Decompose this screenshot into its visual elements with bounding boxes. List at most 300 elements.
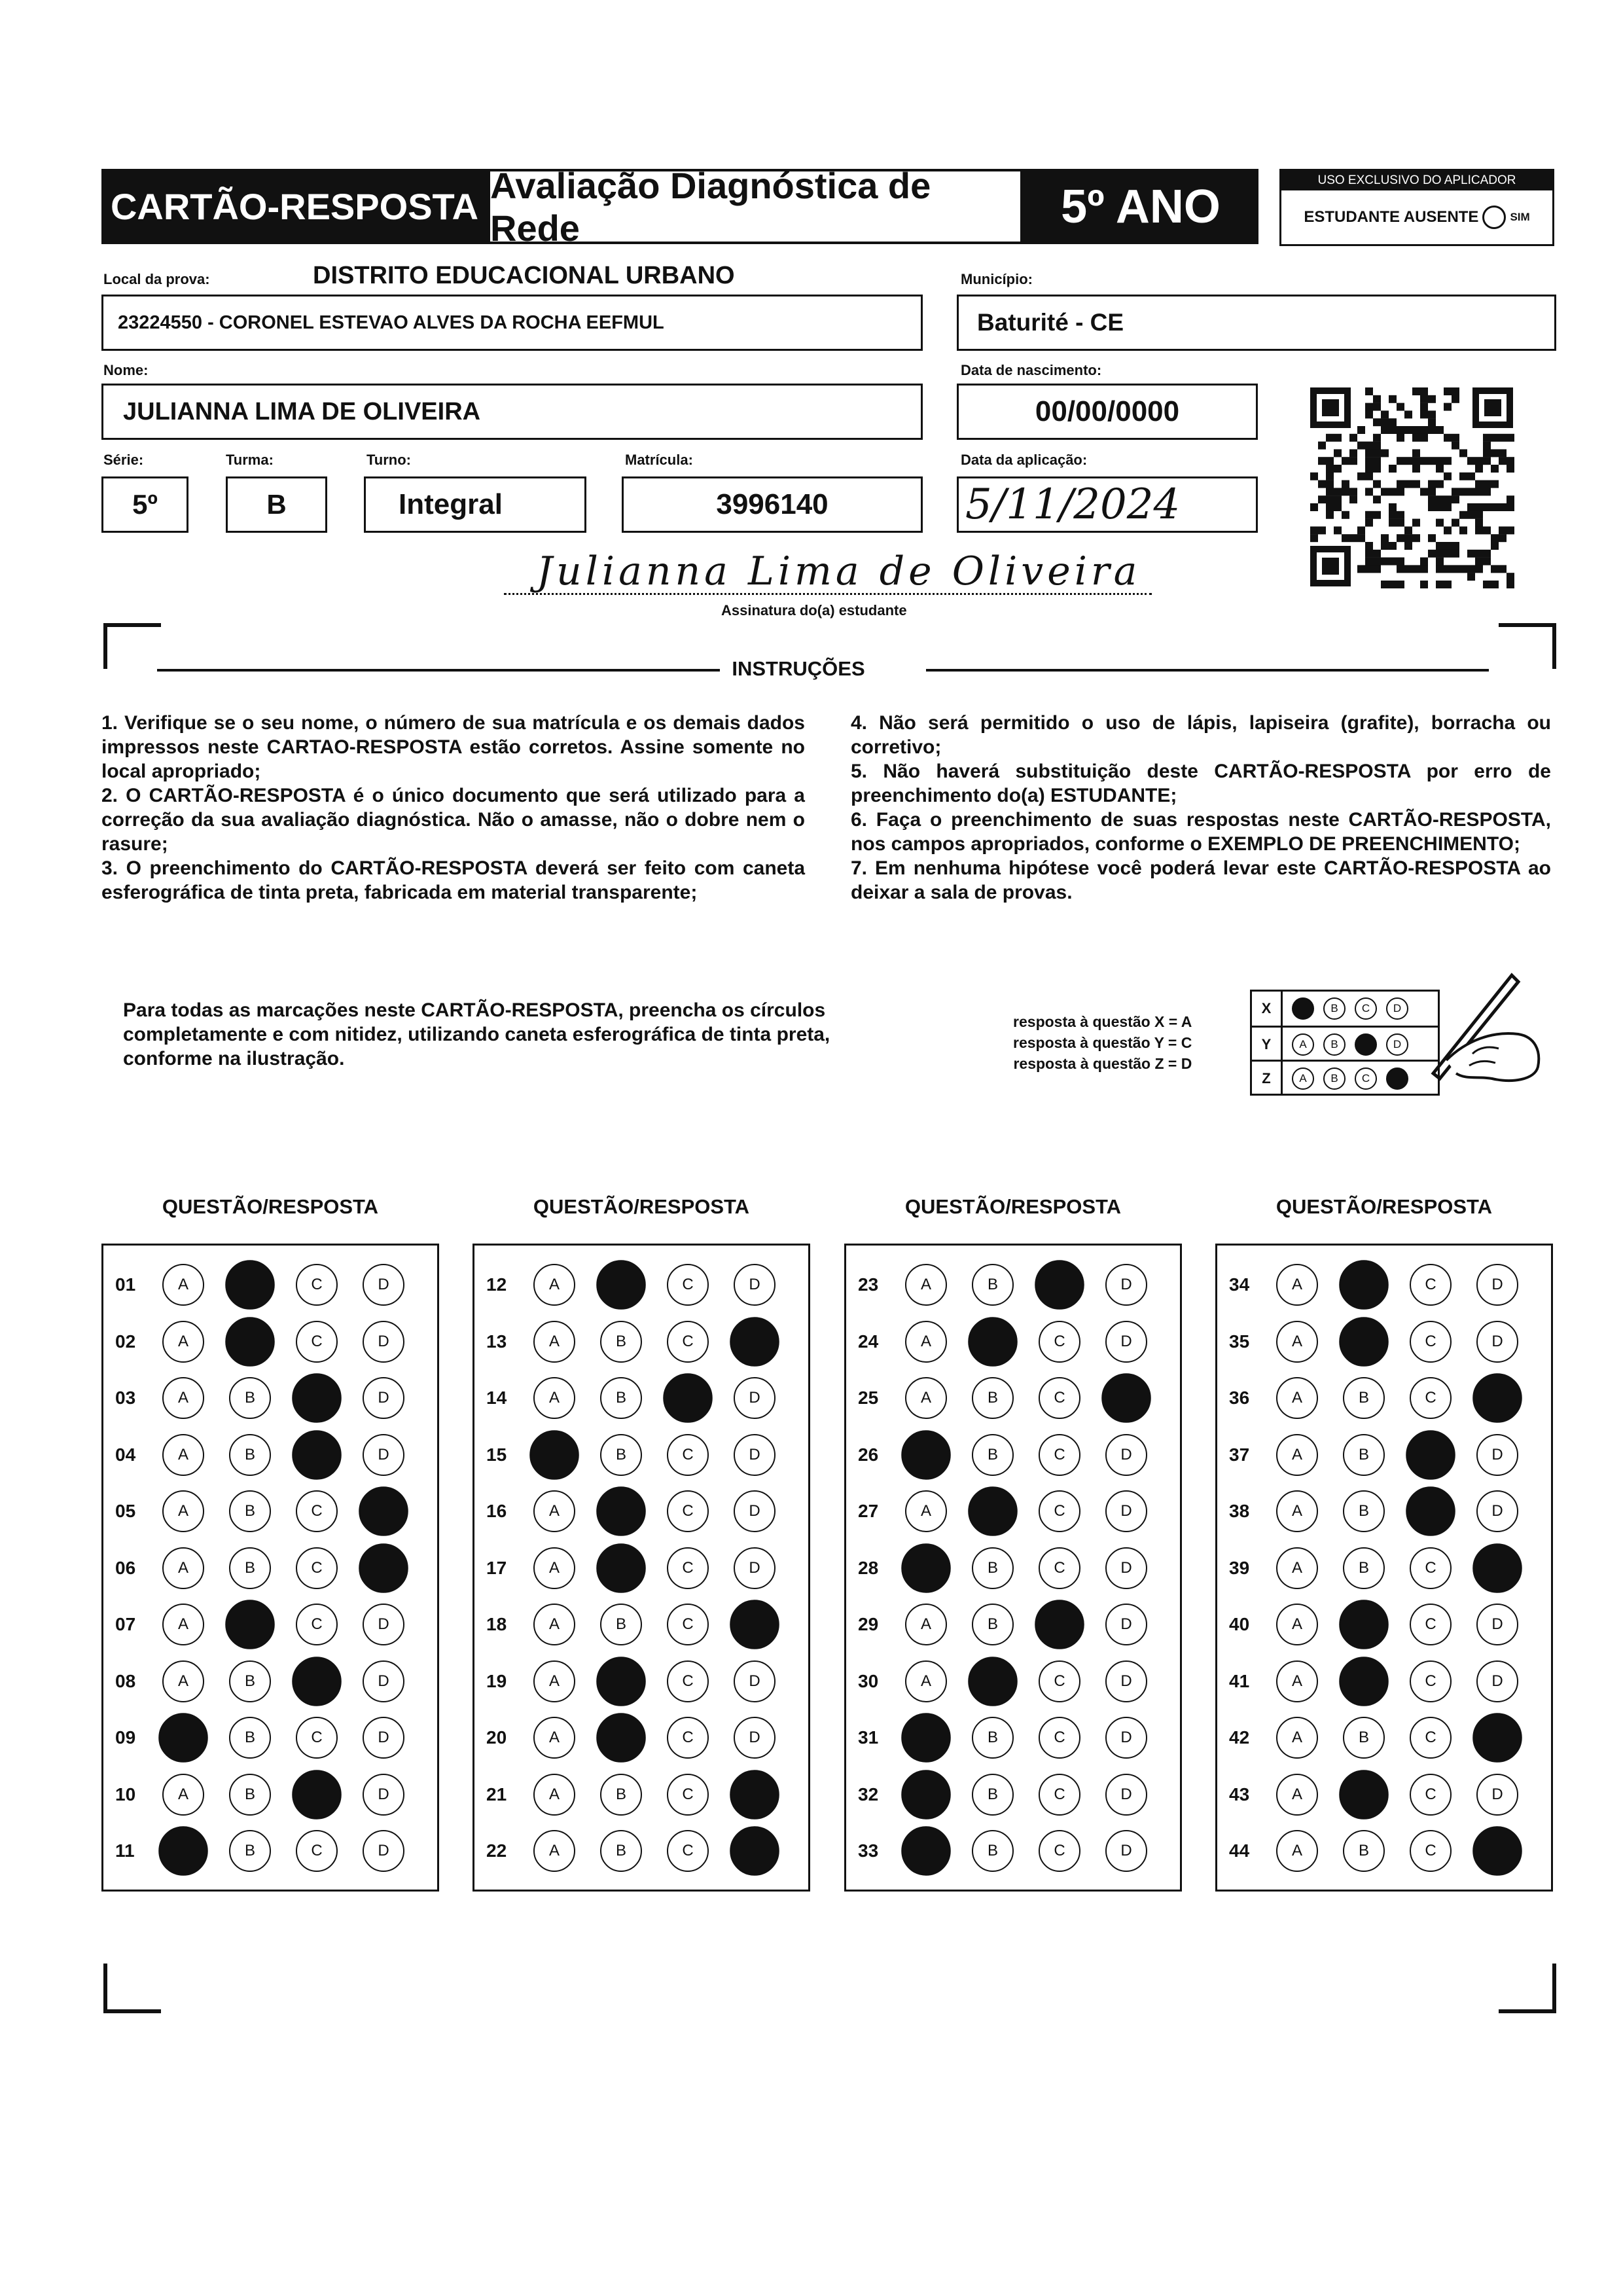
absent-checkbox[interactable] — [1482, 206, 1506, 229]
answer-bubble-d[interactable]: D — [734, 1434, 776, 1476]
answer-bubble-d[interactable]: D — [1105, 1321, 1147, 1363]
example-bubble-c — [1355, 1033, 1377, 1056]
example-row-label: Z — [1252, 1062, 1283, 1096]
answer-bubble-a[interactable]: A — [533, 1717, 575, 1759]
question-row — [1217, 1378, 1551, 1418]
example-legend-z: resposta à questão Z = D — [1013, 1055, 1192, 1072]
question-number: 15 — [486, 1444, 507, 1465]
answer-bubble-b[interactable]: B — [972, 1434, 1014, 1476]
question-number: 13 — [486, 1331, 507, 1352]
question-number: 21 — [486, 1784, 507, 1804]
answer-bubble-b[interactable]: B — [1343, 1434, 1385, 1476]
question-number: 08 — [115, 1670, 136, 1691]
question-number: 40 — [1229, 1614, 1250, 1634]
question-number: 33 — [858, 1840, 879, 1861]
answer-bubble-c[interactable]: C — [1039, 1774, 1080, 1816]
answer-bubble-a[interactable]: A — [533, 1264, 575, 1306]
answers-panel-4 — [1215, 1244, 1553, 1892]
answer-bubble-c[interactable] — [663, 1373, 713, 1423]
question-row — [474, 1662, 808, 1701]
example-legend-x: resposta à questão X = A — [1013, 1013, 1192, 1030]
answer-bubble-b[interactable]: B — [1343, 1717, 1385, 1759]
answer-bubble-d[interactable] — [1472, 1826, 1522, 1876]
answer-bubble-a[interactable]: A — [162, 1604, 204, 1645]
question-row — [103, 1492, 437, 1531]
answer-bubble-c[interactable]: C — [1410, 1264, 1452, 1306]
answer-bubble-c[interactable] — [292, 1373, 342, 1423]
answer-bubble-b[interactable]: B — [229, 1490, 271, 1532]
question-number: 25 — [858, 1388, 879, 1408]
question-row — [1217, 1775, 1551, 1814]
answer-bubble-a[interactable] — [158, 1713, 208, 1763]
municipio-label: Município: — [961, 271, 1033, 287]
school-field — [101, 295, 923, 351]
answer-bubble-a[interactable]: A — [533, 1774, 575, 1816]
question-number: 37 — [1229, 1444, 1250, 1465]
answer-bubble-a[interactable]: A — [533, 1547, 575, 1589]
answer-bubble-d[interactable]: D — [1476, 1321, 1518, 1363]
question-row — [1217, 1492, 1551, 1531]
example-bubble-c: C — [1355, 1067, 1377, 1090]
answer-bubble-c[interactable]: C — [296, 1717, 338, 1759]
answer-bubble-a[interactable]: A — [905, 1321, 947, 1363]
answer-bubble-a[interactable]: A — [1276, 1434, 1318, 1476]
answer-bubble-c[interactable]: C — [296, 1490, 338, 1532]
answer-bubble-d[interactable] — [359, 1543, 408, 1593]
answer-bubble-a[interactable]: A — [162, 1264, 204, 1306]
answer-bubble-d[interactable]: D — [734, 1490, 776, 1532]
answer-bubble-a[interactable]: A — [1276, 1660, 1318, 1702]
question-row — [846, 1605, 1180, 1644]
question-row — [474, 1265, 808, 1304]
answer-bubble-b[interactable]: B — [972, 1264, 1014, 1306]
answer-bubble-b[interactable] — [1339, 1317, 1389, 1367]
answer-bubble-d[interactable] — [1472, 1713, 1522, 1763]
answer-bubble-d[interactable]: D — [363, 1660, 404, 1702]
answer-bubble-d[interactable]: D — [1476, 1490, 1518, 1532]
example-bubble-d: D — [1386, 1033, 1408, 1056]
pen-hand-icon — [1407, 969, 1544, 1100]
answer-bubble-b[interactable]: B — [1343, 1830, 1385, 1872]
instructions-rule-left — [157, 669, 720, 672]
answer-bubble-d[interactable]: D — [363, 1604, 404, 1645]
question-row — [1217, 1265, 1551, 1304]
answer-bubble-b[interactable] — [968, 1317, 1018, 1367]
answer-bubble-c[interactable]: C — [1410, 1717, 1452, 1759]
answer-bubble-b[interactable]: B — [229, 1660, 271, 1702]
answer-bubble-d[interactable] — [730, 1770, 779, 1820]
answer-bubble-d[interactable]: D — [1105, 1774, 1147, 1816]
answer-bubble-a[interactable]: A — [162, 1377, 204, 1419]
answer-bubble-c[interactable]: C — [1039, 1547, 1080, 1589]
question-number: 42 — [1229, 1727, 1250, 1748]
answer-bubble-c[interactable] — [1035, 1260, 1084, 1310]
answer-bubble-b[interactable] — [1339, 1260, 1389, 1310]
answer-bubble-b[interactable] — [1339, 1770, 1389, 1820]
answer-bubble-c[interactable]: C — [667, 1490, 709, 1532]
answer-bubble-a[interactable]: A — [1276, 1774, 1318, 1816]
question-number: 29 — [858, 1614, 879, 1634]
corner-bottom-right — [1499, 2009, 1556, 2013]
answer-bubble-c[interactable] — [292, 1430, 342, 1480]
answer-bubble-b[interactable]: B — [1343, 1490, 1385, 1532]
answer-bubble-b[interactable]: B — [972, 1717, 1014, 1759]
instructions-right — [851, 711, 1551, 905]
answer-bubble-d[interactable]: D — [363, 1434, 404, 1476]
qr-code — [1308, 385, 1516, 589]
answers-panel-title: QUESTÃO/RESPOSTA — [533, 1195, 750, 1218]
question-row — [1217, 1831, 1551, 1871]
answer-bubble-c[interactable] — [292, 1657, 342, 1706]
example-bubble-b: B — [1323, 1067, 1346, 1090]
answers-panel-3 — [844, 1244, 1182, 1892]
answer-bubble-c[interactable]: C — [1039, 1830, 1080, 1872]
answers-panel-title: QUESTÃO/RESPOSTA — [904, 1195, 1122, 1218]
answer-bubble-b[interactable] — [596, 1543, 646, 1593]
question-number: 32 — [858, 1784, 879, 1804]
question-row — [846, 1492, 1180, 1531]
instruction-6: 6. Faça o preenchimento de suas respostas neste CARTÃO-RESPOSTA, nos campos apropriados, conforme o EXEMPLO DE PREENCHIMENTO; — [851, 809, 1551, 855]
question-row — [103, 1831, 437, 1871]
answer-bubble-a[interactable]: A — [905, 1604, 947, 1645]
absent-label: ESTUDANTE AUSENTE — [1304, 208, 1479, 226]
answer-bubble-a[interactable]: A — [1276, 1547, 1318, 1589]
question-row — [103, 1435, 437, 1475]
example-text: Para todas as marcações neste CARTÃO-RESPOSTA, preencha os círculos completamente e com nitidez, utilizando caneta esferográfica de tinta preta, conforme na ilustração. — [123, 999, 830, 1069]
answer-bubble-c[interactable]: C — [1039, 1660, 1080, 1702]
question-row — [474, 1435, 808, 1475]
answer-bubble-b[interactable]: B — [600, 1321, 642, 1363]
answer-bubble-c[interactable]: C — [667, 1434, 709, 1476]
answer-bubble-b[interactable] — [1339, 1600, 1389, 1649]
answer-bubble-d[interactable]: D — [363, 1830, 404, 1872]
example-row-label: X — [1252, 992, 1283, 1026]
example-bubble-c: C — [1355, 997, 1377, 1020]
answer-bubble-b[interactable]: B — [229, 1774, 271, 1816]
question-row — [1217, 1322, 1551, 1361]
question-number: 24 — [858, 1331, 879, 1352]
answer-bubble-d[interactable]: D — [1105, 1717, 1147, 1759]
answer-bubble-a[interactable] — [901, 1826, 951, 1876]
answer-bubble-c[interactable]: C — [667, 1547, 709, 1589]
question-number: 07 — [115, 1614, 136, 1634]
answer-bubble-d[interactable]: D — [734, 1377, 776, 1419]
question-row — [846, 1831, 1180, 1871]
answer-bubble-b[interactable]: B — [600, 1377, 642, 1419]
answer-bubble-b[interactable] — [596, 1657, 646, 1706]
answer-bubble-c[interactable]: C — [296, 1604, 338, 1645]
answer-bubble-d[interactable]: D — [1105, 1604, 1147, 1645]
answer-bubble-a[interactable]: A — [905, 1660, 947, 1702]
answer-bubble-c[interactable] — [1035, 1600, 1084, 1649]
answer-bubble-c[interactable]: C — [296, 1547, 338, 1589]
local-value: DISTRITO EDUCACIONAL URBANO — [313, 262, 735, 289]
instruction-3: 3. O preenchimento do CARTÃO-RESPOSTA deverá ser feito com caneta esferográfica de tinta preta, fabricada em material transparente; — [101, 857, 805, 903]
answer-bubble-c[interactable]: C — [1410, 1377, 1452, 1419]
answer-bubble-a[interactable]: A — [162, 1321, 204, 1363]
question-row — [846, 1265, 1180, 1304]
answer-bubble-a[interactable]: A — [905, 1377, 947, 1419]
answer-bubble-d[interactable]: D — [734, 1547, 776, 1589]
question-number: 02 — [115, 1331, 136, 1352]
answer-bubble-a[interactable] — [901, 1430, 951, 1480]
aplicacao-field — [957, 476, 1258, 533]
answer-bubble-b[interactable] — [225, 1600, 275, 1649]
answer-bubble-a[interactable]: A — [533, 1604, 575, 1645]
answer-bubble-b[interactable] — [1339, 1657, 1389, 1706]
corner-top-left-v — [103, 623, 107, 669]
question-number: 22 — [486, 1840, 507, 1861]
question-number: 23 — [858, 1274, 879, 1295]
answer-bubble-d[interactable]: D — [363, 1377, 404, 1419]
example-bubble-b: B — [1323, 1033, 1346, 1056]
answer-bubble-a[interactable]: A — [533, 1490, 575, 1532]
answer-bubble-d[interactable]: D — [1105, 1547, 1147, 1589]
answer-bubble-d[interactable] — [1472, 1373, 1522, 1423]
answer-bubble-c[interactable]: C — [296, 1830, 338, 1872]
question-number: 43 — [1229, 1784, 1250, 1804]
answer-bubble-b[interactable]: B — [229, 1377, 271, 1419]
question-row — [474, 1775, 808, 1814]
question-row — [846, 1718, 1180, 1757]
exam-title: Avaliação Diagnóstica de Rede — [490, 164, 931, 249]
answer-bubble-a[interactable]: A — [533, 1321, 575, 1363]
question-number: 41 — [1229, 1670, 1250, 1691]
answer-bubble-d[interactable]: D — [363, 1321, 404, 1363]
answer-bubble-c[interactable] — [292, 1770, 342, 1820]
question-number: 10 — [115, 1784, 136, 1804]
answer-bubble-a[interactable]: A — [1276, 1490, 1318, 1532]
question-number: 26 — [858, 1444, 879, 1465]
answer-bubble-a[interactable] — [901, 1713, 951, 1763]
answer-bubble-c[interactable]: C — [1039, 1717, 1080, 1759]
question-number: 01 — [115, 1274, 136, 1295]
answer-bubble-c[interactable]: C — [667, 1660, 709, 1702]
answer-bubble-d[interactable]: D — [1476, 1434, 1518, 1476]
answer-bubble-c[interactable]: C — [1039, 1321, 1080, 1363]
answer-bubble-d[interactable]: D — [734, 1660, 776, 1702]
answer-bubble-c[interactable]: C — [1410, 1547, 1452, 1589]
answer-bubble-b[interactable]: B — [600, 1434, 642, 1476]
aplicacao-label: Data da aplicação: — [961, 452, 1088, 468]
answer-bubble-c[interactable]: C — [667, 1830, 709, 1872]
question-row — [474, 1492, 808, 1531]
answer-bubble-c[interactable]: C — [667, 1717, 709, 1759]
answer-bubble-b[interactable]: B — [972, 1604, 1014, 1645]
question-number: 19 — [486, 1670, 507, 1691]
question-row — [474, 1322, 808, 1361]
question-number: 06 — [115, 1557, 136, 1578]
answer-bubble-a[interactable]: A — [1276, 1717, 1318, 1759]
question-row — [846, 1378, 1180, 1418]
signature-handwritten: Julianna Lima de Oliveira — [537, 548, 1141, 594]
turma-label: Turma: — [226, 452, 274, 468]
answer-bubble-d[interactable]: D — [1105, 1490, 1147, 1532]
answer-bubble-a[interactable]: A — [1276, 1604, 1318, 1645]
question-number: 38 — [1229, 1501, 1250, 1521]
corner-bottom-left — [103, 2009, 161, 2013]
signature-label: Assinatura do(a) estudante — [721, 602, 907, 619]
turno-field — [364, 476, 586, 533]
question-number: 39 — [1229, 1557, 1250, 1578]
answer-bubble-a[interactable]: A — [1276, 1377, 1318, 1419]
answers-panel-title: QUESTÃO/RESPOSTA — [162, 1195, 379, 1218]
example-row-label: Y — [1252, 1028, 1283, 1062]
question-row — [846, 1775, 1180, 1814]
answer-bubble-b[interactable]: B — [972, 1774, 1014, 1816]
answer-bubble-b[interactable] — [968, 1657, 1018, 1706]
corner-bottom-left-v — [103, 1964, 107, 2013]
answer-bubble-b[interactable]: B — [600, 1604, 642, 1645]
question-number: 16 — [486, 1501, 507, 1521]
answer-bubble-a[interactable] — [901, 1543, 951, 1593]
answer-bubble-d[interactable]: D — [1105, 1264, 1147, 1306]
answer-bubble-d[interactable]: D — [1476, 1774, 1518, 1816]
answer-bubble-d[interactable]: D — [1476, 1660, 1518, 1702]
answer-bubble-c[interactable]: C — [1410, 1604, 1452, 1645]
serie-field — [101, 476, 188, 533]
answer-bubble-a[interactable]: A — [1276, 1321, 1318, 1363]
example-bubble-a: A — [1292, 1033, 1314, 1056]
question-number: 34 — [1229, 1274, 1250, 1295]
question-row — [846, 1662, 1180, 1701]
question-number: 04 — [115, 1444, 136, 1465]
answer-bubble-d[interactable]: D — [1105, 1660, 1147, 1702]
answer-bubble-a[interactable] — [158, 1826, 208, 1876]
answer-bubble-b[interactable]: B — [229, 1547, 271, 1589]
answer-bubble-b[interactable] — [596, 1486, 646, 1536]
question-row — [1217, 1549, 1551, 1588]
nascimento-value: 00/00/0000 — [1035, 395, 1180, 427]
question-number: 18 — [486, 1614, 507, 1634]
answer-bubble-b[interactable]: B — [1343, 1377, 1385, 1419]
answer-bubble-c[interactable]: C — [667, 1321, 709, 1363]
question-number: 35 — [1229, 1331, 1250, 1352]
answer-bubble-d[interactable]: D — [363, 1717, 404, 1759]
answer-bubble-d[interactable]: D — [734, 1264, 776, 1306]
school-value: 23224550 - CORONEL ESTEVAO ALVES DA ROCHA EEFMUL — [118, 312, 664, 333]
answer-bubble-c[interactable]: C — [667, 1264, 709, 1306]
answer-bubble-c[interactable]: C — [1410, 1774, 1452, 1816]
answer-bubble-d[interactable]: D — [1105, 1830, 1147, 1872]
answer-bubble-b[interactable]: B — [1343, 1547, 1385, 1589]
answer-bubble-d[interactable]: D — [1105, 1434, 1147, 1476]
question-row — [103, 1775, 437, 1814]
example-bubble-d — [1386, 1067, 1408, 1090]
answer-bubble-a[interactable] — [901, 1770, 951, 1820]
answer-bubble-c[interactable] — [1406, 1430, 1455, 1480]
answer-bubble-d[interactable] — [730, 1826, 779, 1876]
answer-bubble-a[interactable]: A — [533, 1660, 575, 1702]
answer-bubble-a[interactable]: A — [162, 1774, 204, 1816]
answer-bubble-c[interactable]: C — [667, 1774, 709, 1816]
answer-bubble-b[interactable]: B — [972, 1830, 1014, 1872]
answer-bubble-a[interactable]: A — [162, 1547, 204, 1589]
answer-bubble-d[interactable]: D — [363, 1774, 404, 1816]
answer-bubble-c[interactable]: C — [1039, 1377, 1080, 1419]
answer-bubble-d[interactable] — [1101, 1373, 1151, 1423]
answer-bubble-b[interactable]: B — [600, 1830, 642, 1872]
example-bubble-a: A — [1292, 1067, 1314, 1090]
turma-field — [226, 476, 327, 533]
answer-bubble-b[interactable]: B — [972, 1547, 1014, 1589]
answer-bubble-a[interactable]: A — [162, 1660, 204, 1702]
question-row — [103, 1322, 437, 1361]
answer-bubble-b[interactable] — [225, 1260, 275, 1310]
answer-bubble-c[interactable]: C — [1039, 1434, 1080, 1476]
answer-bubble-b[interactable]: B — [229, 1434, 271, 1476]
answers-panel-1 — [101, 1244, 439, 1892]
card-title: CARTÃO-RESPOSTA — [101, 169, 488, 244]
answer-bubble-b[interactable] — [968, 1486, 1018, 1536]
example-bubble-b: B — [1323, 997, 1346, 1020]
answer-bubble-d[interactable]: D — [1476, 1264, 1518, 1306]
answer-bubble-d[interactable]: D — [363, 1264, 404, 1306]
answer-bubble-a[interactable]: A — [1276, 1264, 1318, 1306]
matricula-field — [622, 476, 923, 533]
answer-bubble-b[interactable] — [225, 1317, 275, 1367]
answer-bubble-c[interactable]: C — [1410, 1830, 1452, 1872]
example-legend-y: resposta à questão Y = C — [1013, 1034, 1192, 1051]
answer-bubble-d[interactable] — [359, 1486, 408, 1536]
answer-bubble-a[interactable]: A — [533, 1377, 575, 1419]
answer-bubble-b[interactable] — [596, 1260, 646, 1310]
answer-bubble-a[interactable]: A — [1276, 1830, 1318, 1872]
answer-bubble-c[interactable]: C — [296, 1264, 338, 1306]
question-number: 09 — [115, 1727, 136, 1748]
municipio-field — [957, 295, 1556, 351]
instruction-1: 1. Verifique se o seu nome, o número de sua matrícula e os demais dados impressos neste CARTAO-RESPOSTA estão corretos. Assine somente no local apropriado; — [101, 712, 805, 782]
answer-bubble-b[interactable]: B — [972, 1377, 1014, 1419]
answer-bubble-a[interactable] — [529, 1430, 579, 1480]
question-number: 11 — [115, 1840, 135, 1861]
answer-bubble-d[interactable] — [730, 1317, 779, 1367]
answer-bubble-b[interactable]: B — [600, 1774, 642, 1816]
question-row — [1217, 1718, 1551, 1757]
answer-bubble-c[interactable]: C — [667, 1604, 709, 1645]
answer-bubble-c[interactable] — [1406, 1486, 1455, 1536]
answer-bubble-d[interactable] — [730, 1600, 779, 1649]
turma-value: B — [266, 489, 287, 520]
answer-bubble-d[interactable]: D — [734, 1717, 776, 1759]
answer-bubble-a[interactable]: A — [905, 1490, 947, 1532]
question-row — [474, 1605, 808, 1644]
answer-bubble-d[interactable] — [1472, 1543, 1522, 1593]
answer-bubble-a[interactable]: A — [905, 1264, 947, 1306]
question-row — [474, 1831, 808, 1871]
answer-bubble-b[interactable]: B — [229, 1717, 271, 1759]
serie-label: Série: — [103, 452, 144, 468]
question-row — [474, 1378, 808, 1418]
answer-bubble-d[interactable]: D — [1476, 1604, 1518, 1645]
instruction-4: 4. Não será permitido o uso de lápis, lapiseira (grafite), borracha ou corretivo; — [851, 712, 1551, 758]
answer-bubble-a[interactable]: A — [162, 1434, 204, 1476]
answer-bubble-a[interactable]: A — [533, 1830, 575, 1872]
answer-bubble-c[interactable]: C — [1410, 1321, 1452, 1363]
answer-bubble-a[interactable]: A — [162, 1490, 204, 1532]
answer-bubble-b[interactable]: B — [229, 1830, 271, 1872]
answer-bubble-b[interactable] — [596, 1713, 646, 1763]
matricula-label: Matrícula: — [625, 452, 693, 468]
answer-bubble-c[interactable]: C — [1039, 1490, 1080, 1532]
exam-title-box — [488, 164, 1023, 249]
answer-bubble-c[interactable]: C — [1410, 1660, 1452, 1702]
question-row — [1217, 1662, 1551, 1701]
question-number: 27 — [858, 1501, 879, 1521]
question-number: 12 — [486, 1274, 507, 1295]
question-row — [1217, 1605, 1551, 1644]
answer-bubble-c[interactable]: C — [296, 1321, 338, 1363]
